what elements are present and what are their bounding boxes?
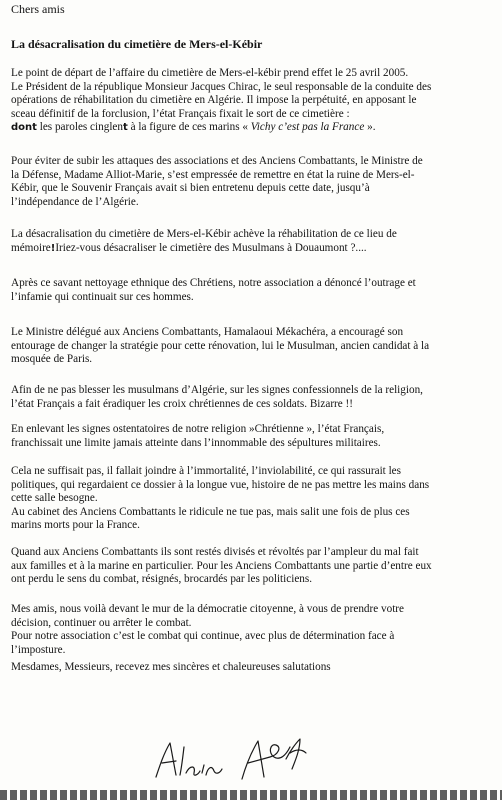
paragraph-5-line-3: mosquée de Paris. — [11, 353, 93, 366]
paragraph-1-line-5b: à la figure de ces marins « — [127, 121, 251, 134]
paragraph-1-line-5c: ». — [364, 121, 376, 134]
paragraph-1-line-2: Le Président de la république Monsieur Jacques Chirac, le seul responsable de la conduite des — [11, 80, 432, 93]
paragraph-10 — [11, 603, 495, 657]
vichy-quote: Vichy c’est pas la France — [250, 121, 365, 134]
paragraph-8-line-5: marins morts pour la France. — [11, 519, 140, 532]
paragraph-7-line-2: franchissait une limite jamais atteinte dans l’innommable des sépultures militaires. — [11, 436, 381, 449]
paragraph-1 — [11, 67, 495, 135]
paragraph-4-line-2: l’infamie qui continuait sur ces hommes. — [11, 290, 194, 303]
paragraph-5 — [11, 326, 495, 367]
paragraph-1-line-1: Le point de départ de l’affaire du cimetière de Mers-el-kébir prend effet le 25 avril 2005. — [11, 67, 409, 79]
paragraph-7 — [11, 423, 495, 450]
paragraph-3-line-2a: mémoire — [11, 241, 51, 254]
paragraph-8-line-4: Au cabinet des Anciens Combattants le ridicule ne tue pas, mais salit une fois de plus ces — [11, 505, 410, 518]
paragraph-1-line-3: opérations de réhabilitation du cimetière en Algérie. Il impose la perpétuité, en apposant le — [11, 94, 417, 107]
letter-greeting: Chers amis — [11, 2, 65, 16]
paragraph-2-line-3: Kébir, que le Souvenir Français avait si bien entretenu depuis cette date, jusqu’à — [11, 182, 370, 195]
paragraph-9-line-3: ont perdu le sens du combat, résignés, brocardés par les politiciens. — [11, 573, 313, 586]
paragraph-8-line-1: Cela ne suffisait pas, il fallait joindre à l’immortalité, l’inviolabilité, ce qui rassurait les — [11, 465, 402, 477]
paragraph-6 — [11, 384, 495, 411]
paragraph-8-line-2: politiques, qui regardaient ce dossier à la longue vue, histoire de ne pas mettre les mains dans — [11, 478, 430, 491]
paragraph-10-line-1: Mes amis, nous voilà devant le mur de la démocratie citoyenne, à vous de prendre votre — [11, 603, 404, 615]
handwritten-correction: t — [123, 122, 128, 134]
paragraph-5-line-1: Le Ministre délégué aux Anciens Combattants, Hamalaoui Mékachéra, a encouragé son — [11, 326, 404, 338]
paragraph-9-line-1: Quand aux Anciens Combattants ils sont restés divisés et révoltés par l’ampleur du mal fait — [11, 546, 419, 558]
paragraph-6-line-1: Afin de ne pas blesser les musulmans d’Algérie, sur les signes confessionnels de la religion, — [11, 384, 423, 396]
paragraph-4-line-1: Après ce savant nettoyage ethnique des Chrétiens, notre association a dénoncé l’outrage et — [11, 277, 416, 289]
cropped-text-edge — [0, 790, 502, 800]
paragraph-8-line-3: cette salle besogne. — [11, 492, 98, 505]
paragraph-5-line-2: entourage de changer la stratégie pour cette rénovation, lui le Musulman, ancien candidat à la — [11, 339, 430, 352]
handwritten-exclamation: ! — [50, 242, 56, 254]
paragraph-10-line-4: l’imposture. — [11, 643, 66, 656]
paragraph-2-line-4: l’indépendance de l’Algérie. — [11, 195, 139, 208]
paragraph-2-line-2: la Défense, Madame Alliot-Marie, s’est empressée de remettre en état la ruine de Mers-el- — [11, 168, 415, 181]
paragraph-2 — [11, 155, 495, 209]
paragraph-6-line-2: l’état Français a fait éradiquer les croix chrétiennes de ces soldats. Bizarre !! — [11, 397, 353, 410]
handwritten-insert: dont — [11, 122, 37, 134]
paragraph-8 — [11, 465, 495, 533]
paragraph-10-line-2: décision, continuer ou arrêter le combat. — [11, 616, 192, 629]
paragraph-3-line-2b: Iriez-vous désacraliser le cimetière des Musulmans à Douaumont ?.... — [55, 241, 367, 254]
paragraph-3-line-1: La désacralisation du cimetière de Mers-el-Kébir achève la réhabilitation de ce lieu de — [11, 228, 397, 240]
paragraph-9 — [11, 546, 495, 587]
paragraph-1-line-4: sceau définitif de la forclusion, l’état Français fixait le sort de ce cimetière : — [11, 107, 350, 120]
letter-closing: Mesdames, Messieurs, recevez mes sincères et chaleureuses salutations — [11, 661, 331, 673]
paragraph-1-line-5a: les paroles cinglen — [36, 121, 123, 134]
paragraph-7-line-1: En enlevant les signes ostentatoires de notre religion »Chrétienne », l’état Français, — [11, 423, 385, 435]
paragraph-3 — [11, 228, 495, 255]
paragraph-4 — [11, 277, 495, 304]
handwritten-signature — [150, 735, 310, 785]
paragraph-9-line-2: aux familles et à la marine en particulier. Pour les Anciens Combattants une partie d’entre eux — [11, 559, 432, 572]
paragraph-2-line-1: Pour éviter de subir les attaques des associations et des Anciens Combattants, le Ministre de — [11, 155, 423, 167]
paragraph-10-line-3: Pour notre association c’est le combat qui continue, avec plus de détermination face à — [11, 630, 395, 643]
letter-title: La désacralisation du cimetière de Mers-el-Kébir — [11, 37, 263, 51]
